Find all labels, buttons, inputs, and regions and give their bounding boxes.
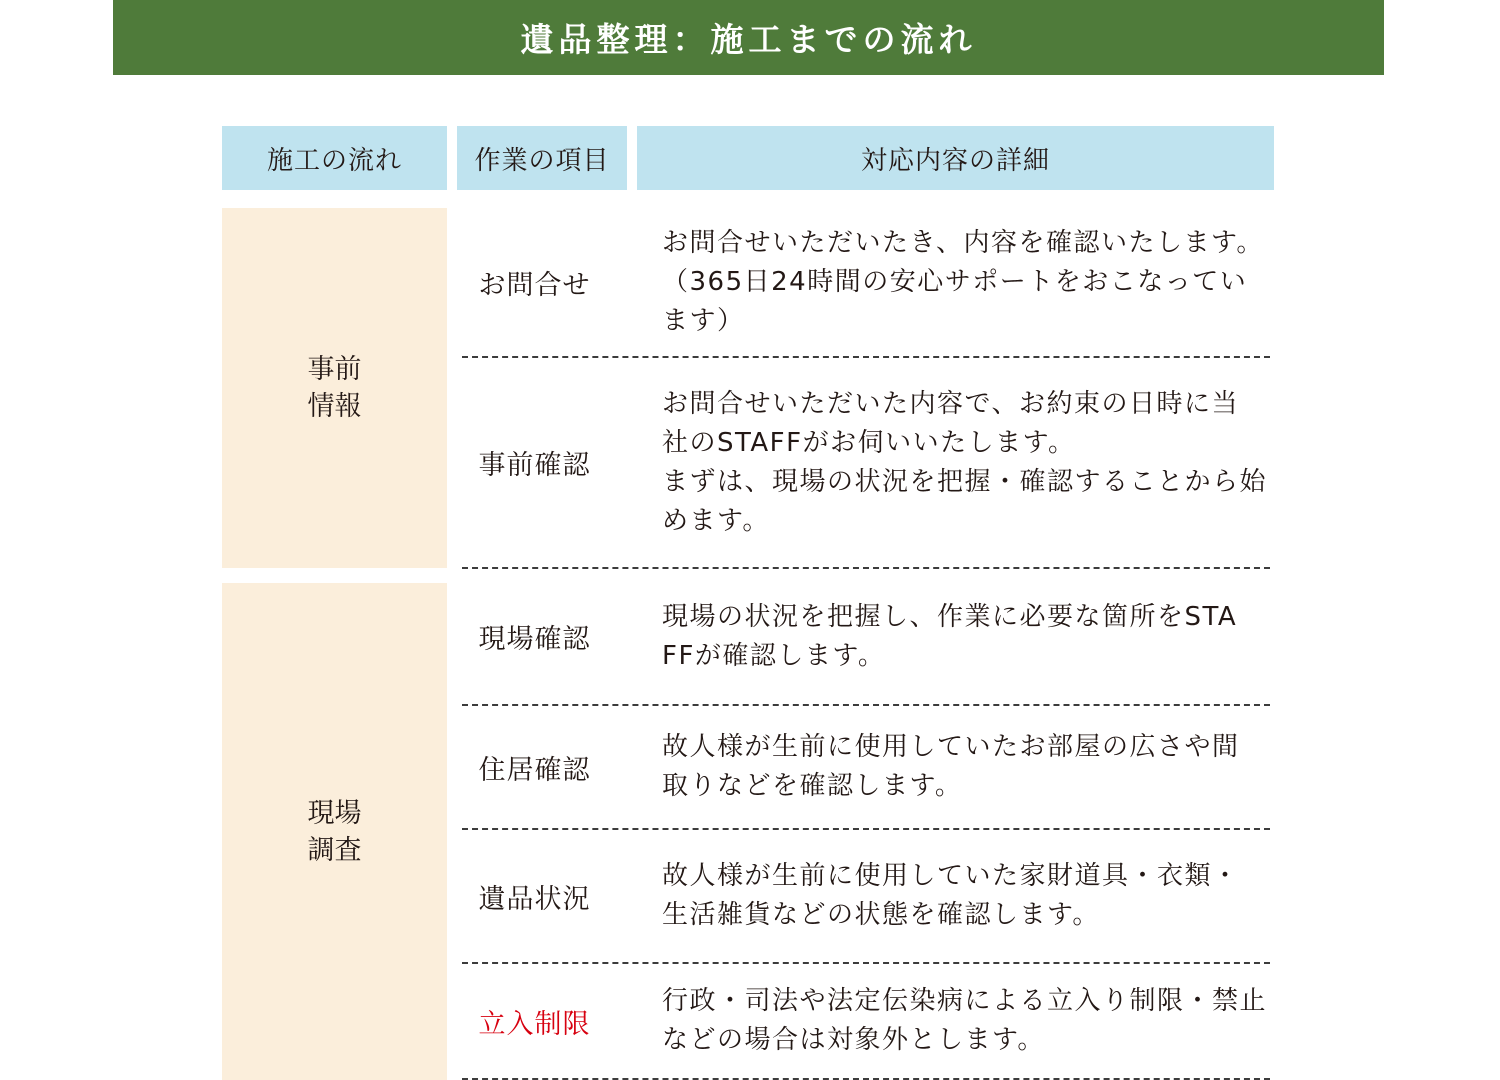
page-title: 遺品整理：施工までの流れ bbox=[520, 20, 977, 59]
header-item: 作業の項目 bbox=[457, 126, 627, 190]
stage-pre-info bbox=[222, 208, 447, 568]
stage-label: 現場調査 bbox=[307, 797, 362, 866]
stage-site-survey bbox=[222, 583, 447, 1080]
row-detail-text: 現場の状況を把握し、作業に必要な箇所をSTA FFが確認します。 bbox=[662, 601, 1238, 671]
table-row-belongings-status bbox=[462, 830, 1270, 964]
table-row-residence-check bbox=[462, 706, 1270, 830]
title-banner bbox=[113, 0, 1384, 75]
table-row-entry-restriction bbox=[462, 964, 1270, 1080]
header-flow: 施工の流れ bbox=[222, 126, 447, 190]
stage-label: 事前情報 bbox=[307, 354, 362, 422]
row-detail-text: 故人様が生前に使用していたお部屋の広さや間 取りなどを確認します。 bbox=[662, 732, 1240, 801]
row-item-label-warning: 立入制限 bbox=[478, 1008, 591, 1040]
row-detail-text: お問合せいただいたき、内容を確認いたします。 （365日24時間の安心サポートをおこなってい ます） bbox=[662, 227, 1264, 336]
row-item-label: 住居確認 bbox=[478, 754, 591, 786]
row-detail-text: 故人様が生前に使用していた家財道具・衣類・ 生活雑貨などの状態を確認します。 bbox=[662, 861, 1240, 930]
table-row-pre-check bbox=[462, 358, 1270, 569]
table-row-site-check bbox=[462, 569, 1270, 706]
row-item-label: 現場確認 bbox=[478, 624, 591, 655]
header-detail: 対応内容の詳細 bbox=[637, 126, 1274, 190]
row-detail-text: 行政・司法や法定伝染病による立入り制限・禁止 などの場合は対象外とします。 bbox=[662, 986, 1268, 1055]
row-detail-text: お問合せいただいた内容で、お約束の日時に当 社のSTAFFがお伺いいたします。 まずは、現場の状況を把握・確認することから始 めます。 bbox=[662, 388, 1268, 536]
table-row-inquiry bbox=[462, 208, 1270, 358]
row-item-label: 事前確認 bbox=[478, 450, 591, 481]
row-item-label: お問合せ bbox=[478, 269, 591, 301]
row-item-label: 遺品状況 bbox=[478, 883, 591, 915]
